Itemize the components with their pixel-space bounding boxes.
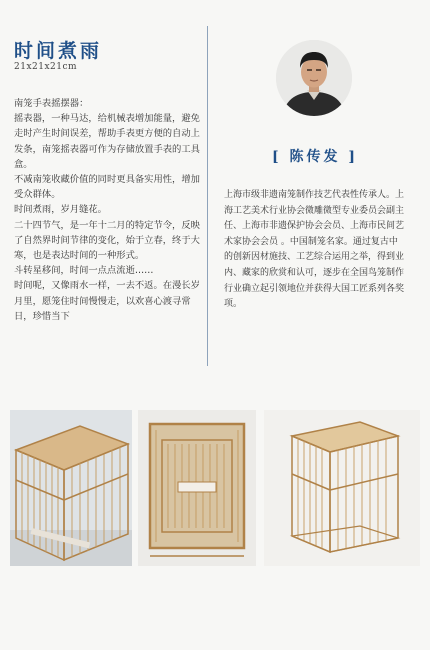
product-photos bbox=[10, 410, 420, 566]
cage-photo-top bbox=[138, 410, 256, 566]
cage-photo-angle bbox=[10, 410, 132, 566]
description-paragraph: 摇表器，一种马达，给机械表增加能量，避免走时产生时间误差，帮助手表更方便的自动上发条，南笼摇表器可作为存储放置手表的工具盒。 bbox=[14, 113, 200, 170]
product-size: 21x21x21cm bbox=[14, 62, 78, 72]
description-paragraph: 南笼手表摇摆器： bbox=[14, 98, 89, 109]
artist-bio: 上海市级非遗南笼制作技艺代表性传承人。上海工艺美术行业协会微雕微型专业委员会副主任、上海市非遗保护协会会员、上海市民间艺术家协会会员 。中国制笼名家。通过复古中的创新因材施技、工艺综合运用之举，得到业内、藏家的欣赏和认可，逐步在全国鸟笼制作行业确立起引领地位并获得大国工匠系列各奖项。 bbox=[224, 190, 405, 310]
description-paragraph: 时间呢，又像雨水一样，一去不返。在漫长岁月里，愿笼住时间慢慢走，以欢喜心渡寻常日，珍惜当下 bbox=[14, 280, 200, 322]
column-divider bbox=[207, 26, 208, 366]
description-paragraph: 时间煮雨，岁月缝花。 bbox=[14, 204, 107, 216]
artist-name: [ 陈传发 ] bbox=[272, 149, 358, 165]
product-description bbox=[14, 96, 204, 324]
description-paragraph: 二十四节气，是一年十二月的特定节令，反映了自然界时间节律的变化，始于立春，终于大寒，也是表达时间的一种形式。 bbox=[14, 219, 200, 262]
artist-portrait bbox=[276, 40, 352, 116]
cage-photo-front bbox=[264, 410, 420, 566]
description-paragraph: 斗转星移间，时间一点点流逝…… bbox=[14, 265, 154, 277]
description-paragraph: 不减南笼收藏价值的同时更具备实用性，增加受众群体。 bbox=[14, 174, 200, 201]
product-title: 时间煮雨 bbox=[14, 40, 103, 62]
